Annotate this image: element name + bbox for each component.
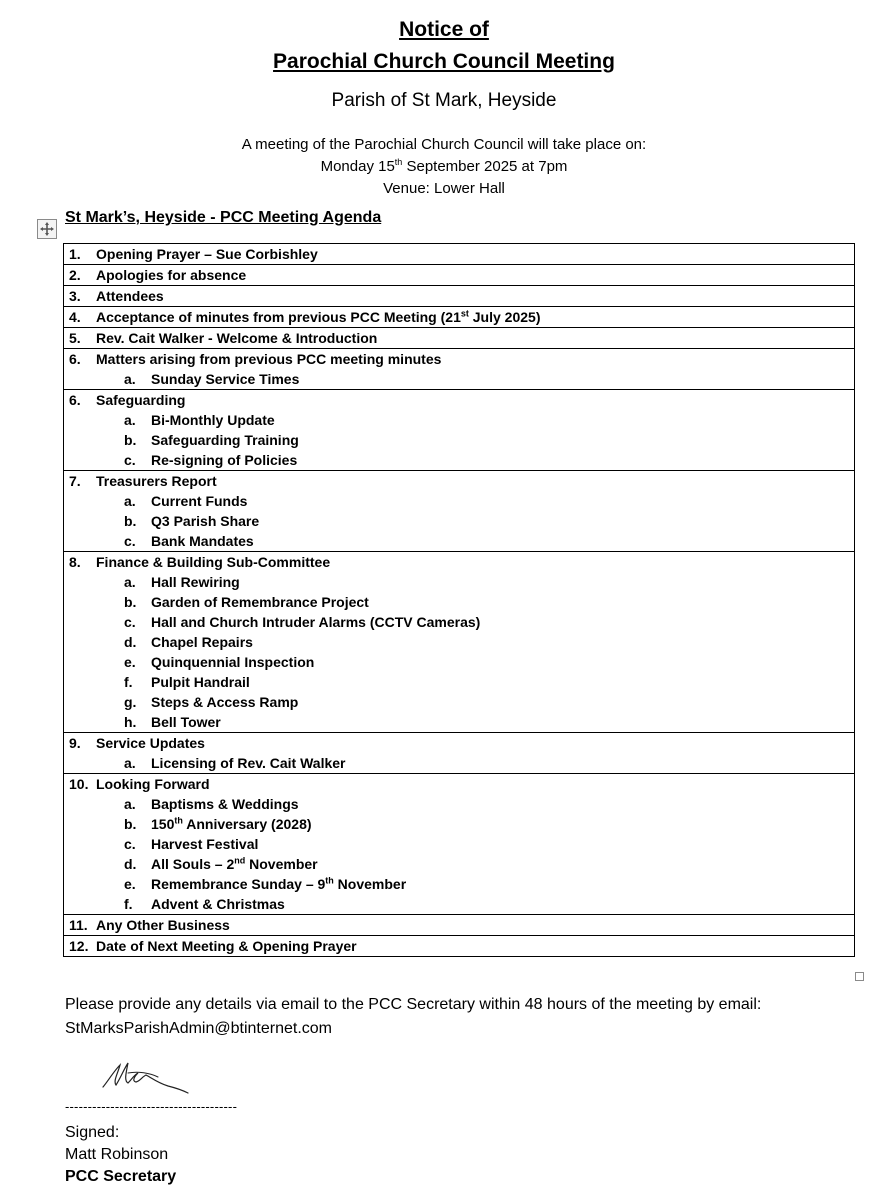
agenda-subitem bbox=[64, 450, 854, 470]
agenda-item bbox=[64, 774, 854, 794]
agenda-subitem-text: Bell Tower bbox=[151, 714, 221, 730]
agenda-cell[interactable] bbox=[64, 390, 855, 471]
agenda-item-number: 6. bbox=[69, 351, 81, 367]
agenda-subitem-text: Quinquennial Inspection bbox=[151, 654, 315, 670]
agenda-subitem-letter: e. bbox=[124, 654, 136, 670]
agenda-item-number: 11. bbox=[69, 917, 88, 933]
agenda-row bbox=[64, 286, 855, 307]
agenda-item bbox=[64, 328, 854, 348]
move-cross-icon[interactable] bbox=[37, 219, 57, 239]
agenda-subitem-letter: b. bbox=[124, 816, 137, 832]
agenda-title: St Mark’s, Heyside - PCC Meeting Agenda bbox=[65, 209, 382, 226]
agenda-item-number: 4. bbox=[69, 309, 81, 325]
agenda-item bbox=[64, 265, 854, 285]
agenda-subitem-text: Remembrance Sunday – 9 bbox=[151, 876, 326, 892]
agenda-item bbox=[64, 471, 854, 491]
agenda-row bbox=[64, 552, 855, 733]
agenda-subitem bbox=[64, 794, 854, 814]
agenda-subitem bbox=[64, 572, 854, 592]
agenda-subitem-letter: c. bbox=[124, 452, 136, 468]
agenda-row bbox=[64, 471, 855, 552]
agenda-subitem-text: Licensing of Rev. Cait Walker bbox=[151, 755, 346, 771]
agenda-subitem-text: Pulpit Handrail bbox=[151, 674, 250, 690]
agenda-item-text: Opening Prayer – Sue Corbishley bbox=[96, 246, 318, 262]
agenda-subitem-text: Sunday Service Times bbox=[151, 371, 300, 387]
agenda-item-number: 7. bbox=[69, 473, 81, 489]
agenda-item-number: 5. bbox=[69, 330, 81, 346]
agenda-item-number: 1. bbox=[69, 246, 81, 262]
agenda-subitem-text: Hall and Church Intruder Alarms (CCTV Cameras) bbox=[151, 614, 481, 630]
agenda-cell[interactable] bbox=[64, 774, 855, 915]
agenda-cell[interactable] bbox=[64, 349, 855, 390]
signer-role: PCC Secretary bbox=[65, 1168, 177, 1185]
resize-handle-icon[interactable] bbox=[855, 972, 864, 981]
agenda-subitem bbox=[64, 753, 854, 773]
agenda-subitem-letter: c. bbox=[124, 836, 136, 852]
agenda-row bbox=[64, 328, 855, 349]
agenda-table bbox=[63, 243, 855, 957]
signer-name: Matt Robinson bbox=[65, 1146, 169, 1163]
footer-instructions: Please provide any details via email to the PCC Secretary within 48 hours of the meeting by email: bbox=[65, 996, 762, 1013]
agenda-row bbox=[64, 307, 855, 328]
agenda-cell[interactable] bbox=[64, 915, 855, 936]
agenda-subitem-letter: c. bbox=[124, 533, 136, 549]
agenda-row bbox=[64, 733, 855, 774]
agenda-item-text: Safeguarding bbox=[96, 392, 186, 408]
agenda-subitem-text: Hall Rewiring bbox=[151, 574, 240, 590]
agenda-cell[interactable] bbox=[64, 733, 855, 774]
meeting-date: Monday 15th September 2025 at 7pm bbox=[320, 157, 568, 175]
agenda-subitem bbox=[64, 369, 854, 389]
agenda-subitem-letter: b. bbox=[124, 513, 137, 529]
agenda-subitem: b. 150th Anniversary (2028) bbox=[124, 815, 312, 832]
agenda-subitem-letter: c. bbox=[124, 614, 136, 630]
agenda-subitem-letter: a. bbox=[124, 493, 136, 509]
agenda-subitem-text: Advent & Christmas bbox=[151, 896, 285, 912]
agenda-subitem bbox=[64, 894, 854, 914]
agenda-item bbox=[64, 915, 854, 935]
agenda-item-number: 2. bbox=[69, 267, 81, 283]
agenda-subitem-text: Re-signing of Policies bbox=[151, 452, 298, 468]
agenda-row bbox=[64, 936, 855, 957]
agenda-item-text: Finance & Building Sub-Committee bbox=[96, 554, 331, 570]
meeting-intro bbox=[0, 134, 888, 200]
agenda-item bbox=[64, 390, 854, 410]
agenda-row bbox=[64, 244, 855, 265]
agenda-subitem-text: Current Funds bbox=[151, 493, 248, 509]
agenda-subitem-letter: a. bbox=[124, 755, 136, 771]
agenda-subitem-letter: e. bbox=[124, 876, 136, 892]
agenda-subitem-text: Chapel Repairs bbox=[151, 634, 253, 650]
agenda-subitem-text: Garden of Remembrance Project bbox=[151, 594, 369, 610]
agenda-subitem bbox=[64, 834, 854, 854]
agenda-subitem: e. Remembrance Sunday – 9th November bbox=[124, 875, 407, 892]
footer-note bbox=[65, 993, 761, 1041]
agenda-cell[interactable] bbox=[64, 552, 855, 733]
agenda-cell[interactable] bbox=[64, 286, 855, 307]
meeting-title: Parochial Church Council Meeting bbox=[273, 50, 615, 73]
agenda-subitem-letter: h. bbox=[124, 714, 137, 730]
agenda-subitem-text: Bank Mandates bbox=[151, 533, 254, 549]
agenda-subitem-letter: a. bbox=[124, 371, 136, 387]
agenda-subitem bbox=[64, 511, 854, 531]
agenda-item-text: Rev. Cait Walker - Welcome & Introduction bbox=[96, 330, 378, 346]
agenda-subitem-text: Baptisms & Weddings bbox=[151, 796, 299, 812]
agenda-subitem-text: 150 bbox=[151, 816, 175, 832]
agenda-item-text: Treasurers Report bbox=[96, 473, 217, 489]
agenda-subitem bbox=[64, 531, 854, 551]
agenda-subitem bbox=[64, 672, 854, 692]
agenda-item-text: Apologies for absence bbox=[96, 267, 247, 283]
agenda-item bbox=[64, 286, 854, 306]
parish-name: Parish of St Mark, Heyside bbox=[331, 90, 557, 111]
agenda-subitem-letter: b. bbox=[124, 432, 137, 448]
agenda-cell[interactable] bbox=[64, 265, 855, 286]
agenda-item-text: Attendees bbox=[96, 288, 164, 304]
agenda-subitem-letter: d. bbox=[124, 634, 137, 650]
agenda-item-number: 3. bbox=[69, 288, 81, 304]
signature-image bbox=[98, 1055, 193, 1097]
agenda-row bbox=[64, 390, 855, 471]
agenda-subitem-letter: a. bbox=[124, 796, 136, 812]
agenda-subitem-letter: f. bbox=[124, 674, 133, 690]
agenda-cell[interactable] bbox=[64, 307, 855, 328]
agenda-subitem bbox=[64, 592, 854, 612]
agenda-item bbox=[64, 733, 854, 753]
signature-block bbox=[65, 1122, 176, 1188]
agenda-item-number: 12. bbox=[69, 938, 89, 954]
agenda-cell[interactable] bbox=[64, 936, 855, 957]
agenda-item bbox=[64, 349, 854, 369]
agenda-item-text: Service Updates bbox=[96, 735, 205, 751]
agenda-subitem-text: Steps & Access Ramp bbox=[151, 694, 299, 710]
agenda-subitem bbox=[64, 652, 854, 672]
agenda-item-text: Any Other Business bbox=[96, 917, 230, 933]
agenda-row bbox=[64, 774, 855, 915]
agenda-cell[interactable] bbox=[64, 244, 855, 265]
agenda-subitem-letter: f. bbox=[124, 896, 133, 912]
agenda-row bbox=[64, 265, 855, 286]
signature-line: -------------------------------------- bbox=[65, 1099, 238, 1114]
intro-line: A meeting of the Parochial Church Council will take place on: bbox=[241, 136, 647, 153]
agenda-subitem bbox=[64, 410, 854, 430]
agenda-subitem-letter: a. bbox=[124, 412, 136, 428]
agenda-cell[interactable] bbox=[64, 471, 855, 552]
agenda-row bbox=[64, 349, 855, 390]
agenda-subitem-letter: d. bbox=[124, 856, 137, 872]
agenda-item-text: Date of Next Meeting & Opening Prayer bbox=[96, 938, 357, 954]
agenda-subitem bbox=[64, 491, 854, 511]
meeting-venue: Venue: Lower Hall bbox=[383, 180, 505, 197]
contact-email[interactable]: StMarksParishAdmin@btinternet.com bbox=[65, 1020, 332, 1037]
agenda-cell[interactable] bbox=[64, 328, 855, 349]
agenda-item-number: 8. bbox=[69, 554, 81, 570]
agenda-subitem-text: Harvest Festival bbox=[151, 836, 259, 852]
agenda-item-number: 10. bbox=[69, 776, 89, 792]
notice-title: Notice of bbox=[399, 18, 489, 41]
agenda-item bbox=[64, 552, 854, 572]
agenda-item-text: Looking Forward bbox=[96, 776, 210, 792]
agenda-item bbox=[64, 936, 854, 956]
agenda-subitem-text: All Souls – 2 bbox=[151, 856, 235, 872]
agenda-subitem: d. All Souls – 2nd November bbox=[124, 855, 318, 872]
agenda-subitem bbox=[64, 632, 854, 652]
agenda-subitem bbox=[64, 612, 854, 632]
agenda-item-number: 6. bbox=[69, 392, 81, 408]
agenda-item-number: 9. bbox=[69, 735, 81, 751]
agenda-subitem-letter: b. bbox=[124, 594, 137, 610]
agenda-item: 4. Acceptance of minutes from previous PCC Meeting (21st July 2025) bbox=[64, 307, 854, 327]
agenda-item bbox=[64, 244, 854, 264]
agenda-subitem-text: Safeguarding Training bbox=[151, 432, 299, 448]
signed-label: Signed: bbox=[65, 1124, 120, 1141]
agenda-subitem bbox=[64, 692, 854, 712]
agenda-subitem-text: Q3 Parish Share bbox=[151, 513, 260, 529]
agenda-item-text: Matters arising from previous PCC meeting minutes bbox=[96, 351, 442, 367]
agenda-subitem bbox=[64, 430, 854, 450]
agenda-subitem-letter: a. bbox=[124, 574, 136, 590]
agenda-subitem-letter: g. bbox=[124, 694, 137, 710]
agenda-subitem bbox=[64, 712, 854, 732]
agenda-row bbox=[64, 915, 855, 936]
agenda-subitem-text: Bi-Monthly Update bbox=[151, 412, 275, 428]
agenda-item-text: Acceptance of minutes from previous PCC Meeting (21 bbox=[96, 309, 461, 325]
